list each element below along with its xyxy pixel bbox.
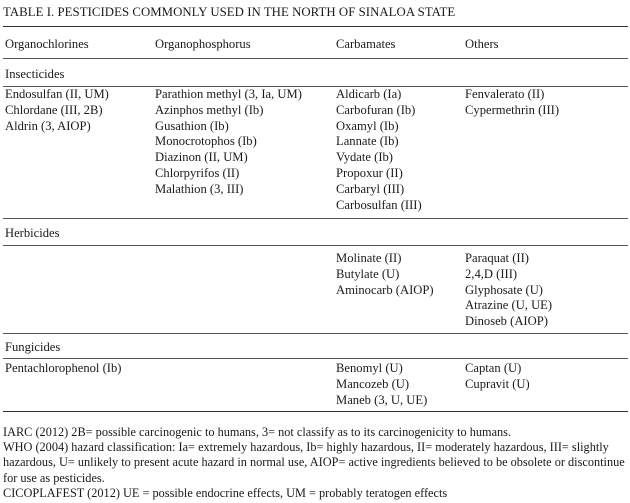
table-cell-line: Endosulfan (II, UM) [5, 87, 109, 101]
top-rule [3, 26, 628, 27]
table-cell-line: Glyphosate (U) [465, 282, 543, 297]
table-cell-line: Atrazine (U, UE) [465, 298, 553, 313]
table-cell-line: Cupravit (U) [465, 376, 530, 391]
section-title: Fungicides [5, 340, 61, 354]
table-cell-line: Propoxur (II) [336, 165, 403, 180]
header-rule [3, 58, 628, 59]
table-cell-line: Aldrin (3, AIOP) [5, 118, 91, 133]
table-cell-line: Lannate (Ib) [336, 134, 399, 149]
table-cell-line: Fenvalerato (II) [465, 87, 545, 101]
column-header-carbamates: Carbamates [336, 37, 396, 51]
bottom-rule [3, 411, 628, 412]
table-cell-line: Captan (U) [465, 361, 522, 375]
table-cell-line: Aminocarb (AIOP) [336, 282, 434, 297]
table-cell-line: Oxamyl (Ib) [336, 118, 399, 133]
table-cell-line: Monocrotophos (Ib) [155, 134, 257, 149]
fungicides-organochlorines-cell [5, 361, 121, 377]
table-cell-line: Carbofuran (Ib) [336, 102, 416, 117]
column-header-organochlorines: Organochlorines [5, 37, 89, 51]
table-cell-line: Pentachlorophenol (Ib) [5, 361, 122, 375]
table-cell-line: Dinoseb (AIOP) [465, 314, 548, 329]
section-title: Herbicides [5, 226, 60, 240]
insecticides-carbamates-cell [336, 87, 422, 213]
table-cell-line: Molinate (II) [336, 251, 402, 265]
note-cicoplafest: CICOPLAFEST (2012) UE = possible endocrine effects, UM = probably teratogen effects [3, 485, 448, 500]
note-who: WHO (2004) hazard classification: Ia= extremely hazardous, Ib= highly hazardous, II= moderately hazardous, III= slightly hazardous, U= unlikely to present acute hazard in normal use, AIOP= active ingredients believed to be obsolete or discontinue for use as pesticides. [3, 440, 625, 485]
insecticides-others-cell [465, 87, 559, 119]
column-header-others: Others [465, 37, 499, 51]
table-cell-line: Maneb (3, U, UE) [336, 392, 428, 407]
fungicides-carbamates-cell [336, 361, 427, 408]
table-cell-line: Aldicarb (Ia) [336, 87, 402, 101]
table-cell-line: Benomyl (U) [336, 361, 403, 375]
table-cell-line: Paraquat (II) [465, 251, 529, 265]
table-cell-line: Parathion methyl (3, Ia, UM) [155, 87, 302, 101]
table-cell-line: Diazinon (II, UM) [155, 150, 248, 165]
insecticides-organophosphorus-cell [155, 87, 302, 198]
herbicides-carbamates-cell [336, 251, 434, 298]
fungicides-rule [3, 358, 628, 359]
table-cell-line: Vydate (Ib) [336, 150, 393, 165]
table-cell-line: Malathion (3, III) [155, 181, 244, 196]
table-cell-line: Gusathion (Ib) [155, 118, 229, 133]
herbicides-end-rule [3, 333, 628, 334]
table-cell-line: Chlordane (III, 2B) [5, 102, 103, 117]
table-cell-line: Carbaryl (III) [336, 181, 405, 196]
section-title: Insecticides [5, 67, 65, 81]
table-cell-line: Cypermethrin (III) [465, 102, 560, 117]
fungicides-others-cell [465, 361, 530, 393]
herbicides-rule [3, 245, 628, 246]
herbicides-others-cell [465, 251, 552, 330]
table-notes [3, 425, 628, 501]
table-cell-line: Carbosulfan (III) [336, 197, 422, 212]
insecticides-end-rule [3, 218, 628, 219]
table-cell-line: Azinphos methyl (Ib) [155, 102, 264, 117]
table-cell-line: Chlorpyrifos (II) [155, 165, 240, 180]
table-cell-line: 2,4,D (III) [465, 266, 518, 281]
note-iarc: IARC (2012) 2B= possible carcinogenic to humans, 3= not classify as to its carcinogenicity to humans. [3, 425, 512, 439]
insecticides-organochlorines-cell [5, 87, 109, 134]
column-header-organophosphorus: Organophosphorus [155, 37, 251, 51]
table-title: TABLE I. PESTICIDES COMMONLY USED IN THE NORTH OF SINALOA STATE [3, 5, 456, 19]
table-cell-line: Butylate (U) [336, 266, 400, 281]
table-cell-line: Mancozeb (U) [336, 376, 410, 391]
